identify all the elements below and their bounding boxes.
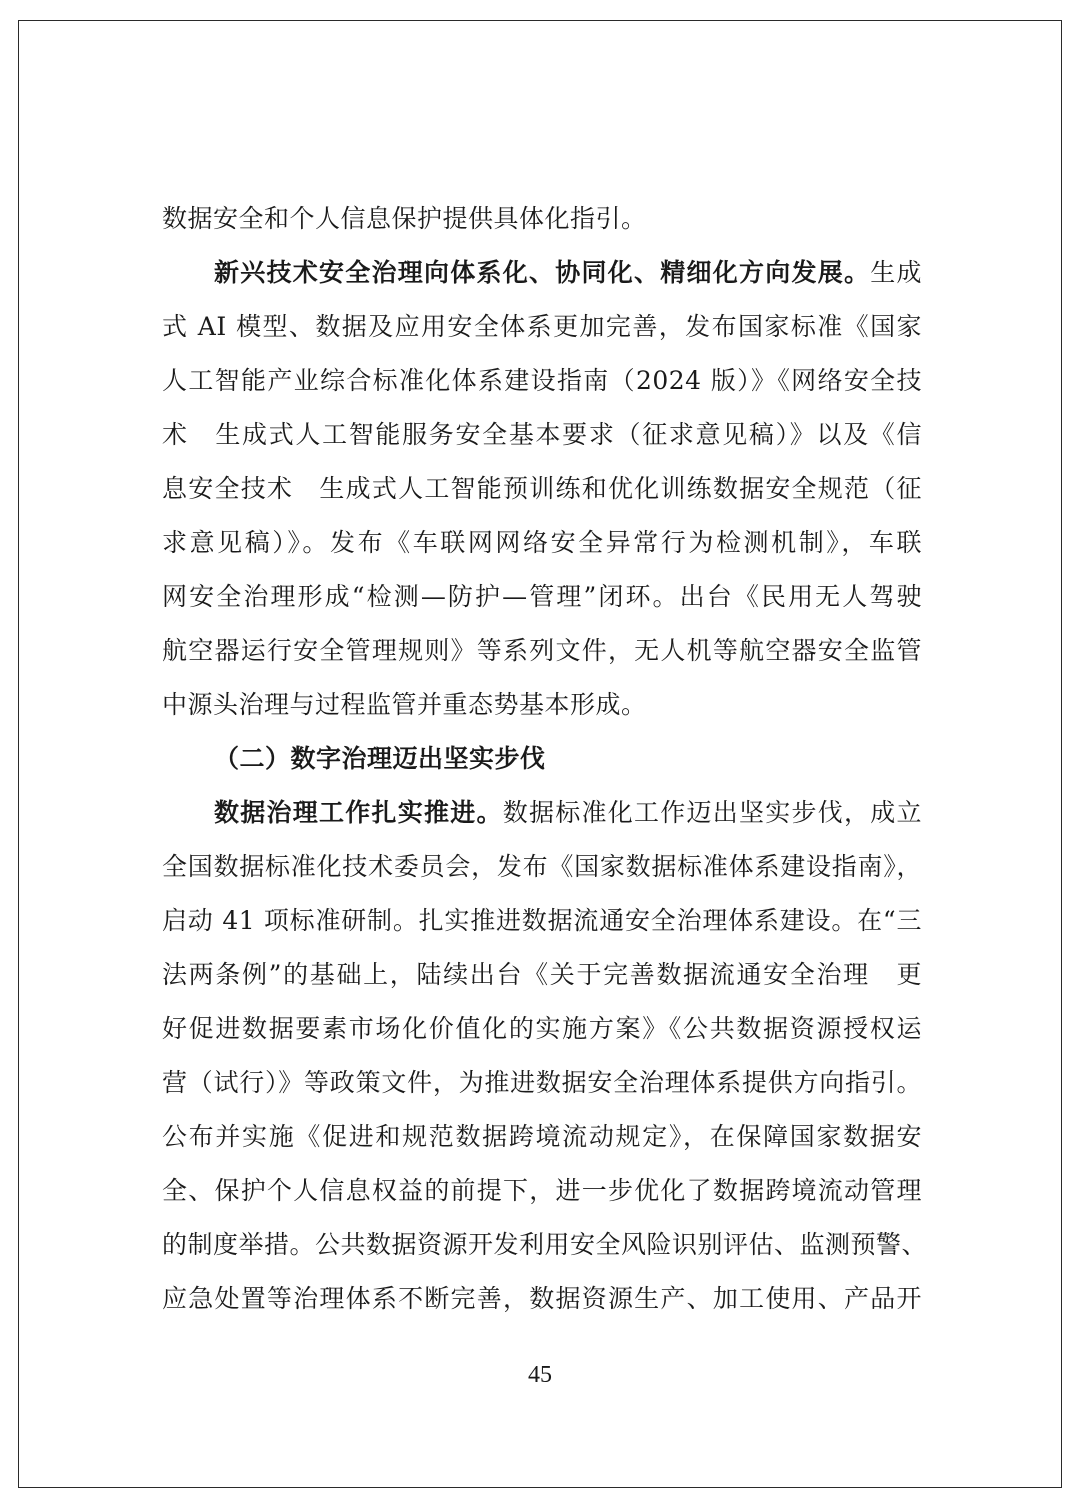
- text-line: 营（试行）》等政策文件，为推进数据安全治理体系提供方向指引。: [162, 1068, 922, 1097]
- text-line: 求意见稿）》。发布《车联网网络安全异常行为检测机制》，车联: [162, 528, 922, 557]
- text-line: 全、保护个人信息权益的前提下，进一步优化了数据跨境流动管理: [162, 1176, 922, 1205]
- paragraph-first-line: [162, 786, 922, 840]
- text-line: 的制度举措。公共数据资源开发利用安全风险识别评估、监测预警、: [162, 1230, 928, 1259]
- text-line: 人工智能产业综合标准化体系建设指南（2024 版）》《网络安全技: [162, 366, 922, 395]
- text-line: 航空器运行安全管理规则》等系列文件，无人机等航空器安全监管: [162, 636, 922, 665]
- text-line: 应急处置等治理体系不断完善，数据资源生产、加工使用、产品开: [162, 1284, 922, 1313]
- paragraph-first-line: [162, 246, 922, 300]
- text-line: 式 AI 模型、数据及应用安全体系更加完善，发布国家标准《国家: [162, 312, 922, 341]
- text-line: 法两条例”的基础上，陆续出台《关于完善数据流通安全治理 更: [162, 960, 922, 989]
- text-line: 息安全技术 生成式人工智能预训练和优化训练数据安全规范（征: [162, 474, 922, 503]
- text-line: 术 生成式人工智能服务安全基本要求（征求意见稿）》以及《信: [162, 420, 922, 449]
- text-line: 全国数据标准化技术委员会，发布《国家数据标准体系建设指南》，: [162, 852, 922, 881]
- section-heading: （二）数字治理迈出坚实步伐: [214, 744, 546, 773]
- text-line: 数据安全和个人信息保护提供具体化指引。: [162, 204, 647, 233]
- text-line: 好促进数据要素市场化价值化的实施方案》《公共数据资源授权运: [162, 1014, 922, 1043]
- text-line: 启动 41 项标准研制。扎实推进数据流通安全治理体系建设。在“三: [162, 906, 922, 935]
- page-number: 45: [528, 1362, 552, 1388]
- body-text: [162, 192, 928, 1326]
- bold-lead: 新兴技术安全治理向体系化、协同化、精细化方向发展。: [214, 258, 871, 287]
- text-line: 网安全治理形成“检测—防护—管理”闭环。出台《民用无人驾驶: [162, 582, 922, 611]
- text-line: 中源头治理与过程监管并重态势基本形成。: [162, 690, 647, 719]
- text-run: 数据标准化工作迈出坚实步伐，成立: [502, 798, 922, 827]
- text-line: 公布并实施《促进和规范数据跨境流动规定》，在保障国家数据安: [162, 1122, 922, 1151]
- bold-lead: 数据治理工作扎实推进。: [214, 798, 503, 827]
- text-run: 生成: [870, 258, 922, 287]
